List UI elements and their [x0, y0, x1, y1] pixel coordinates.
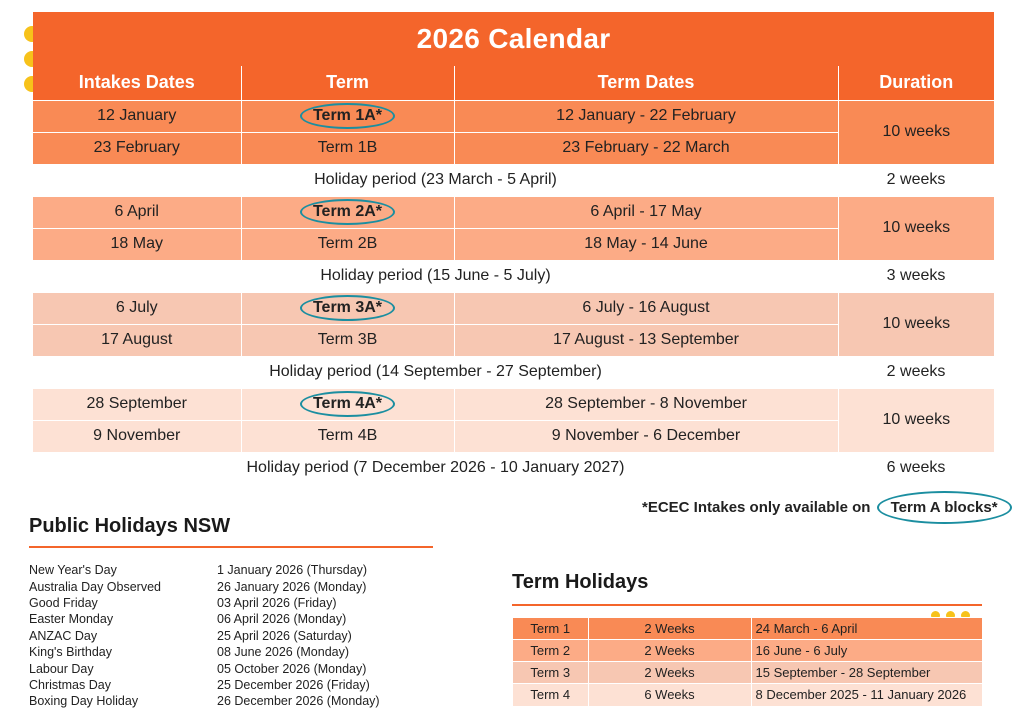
length-cell: 6 Weeks	[588, 684, 751, 706]
list-item	[29, 562, 380, 578]
list-item	[29, 628, 380, 644]
public-holidays-title: Public Holidays NSW	[29, 515, 231, 537]
table-row	[513, 618, 982, 640]
term-cell: Term 4	[513, 684, 588, 706]
term-label-circled: Term 4A*	[300, 391, 395, 417]
term-cell	[241, 100, 454, 132]
length-cell: 2 Weeks	[588, 640, 751, 662]
dates-cell: 24 March - 6 April	[751, 618, 982, 640]
term-dates: 17 August - 13 September	[454, 324, 838, 356]
holiday-name: Labour Day	[29, 661, 94, 676]
column-header-duration: Duration	[838, 66, 994, 100]
term-cell: Term 1	[513, 618, 588, 640]
public-holidays-list	[29, 562, 380, 710]
holiday-row	[33, 164, 994, 196]
term-cell	[241, 292, 454, 324]
list-item	[29, 578, 380, 594]
intake-date: 9 November	[33, 420, 241, 452]
term-duration: 10 weeks	[838, 388, 994, 452]
holiday-name: New Year's Day	[29, 563, 117, 578]
divider	[29, 546, 433, 548]
table-row	[33, 196, 994, 228]
table-row	[33, 100, 994, 132]
holiday-date: 26 December 2026 (Monday)	[217, 694, 380, 709]
holiday-duration: 3 weeks	[838, 260, 994, 292]
list-item	[29, 611, 380, 627]
term-dates: 6 April - 17 May	[454, 196, 838, 228]
intake-date: 23 February	[33, 132, 241, 164]
term-label-circled: Term 2A*	[300, 199, 395, 225]
term-dates: 28 September - 8 November	[454, 388, 838, 420]
calendar-table	[33, 12, 994, 484]
term-dates: 9 November - 6 December	[454, 420, 838, 452]
list-item	[29, 644, 380, 660]
holiday-name: Good Friday	[29, 595, 98, 610]
holiday-name: Boxing Day Holiday	[29, 694, 139, 709]
table-row	[513, 640, 982, 662]
holiday-row	[33, 260, 994, 292]
term-dates: 6 July - 16 August	[454, 292, 838, 324]
length-cell: 2 Weeks	[588, 618, 751, 640]
holiday-date: 05 October 2026 (Monday)	[217, 661, 367, 676]
table-row	[33, 292, 994, 324]
dates-cell: 15 September - 28 September	[751, 662, 982, 684]
term-holidays-title: Term Holidays	[512, 571, 649, 593]
column-header-term: Term	[241, 66, 454, 100]
divider	[512, 604, 982, 606]
holiday-name: ANZAC Day	[29, 628, 98, 643]
holiday-date: 25 April 2026 (Saturday)	[217, 628, 352, 643]
holiday-period: Holiday period (14 September - 27 September)	[33, 356, 838, 388]
term-dates: 12 January - 22 February	[454, 100, 838, 132]
intake-date: 6 April	[33, 196, 241, 228]
table-row	[513, 662, 982, 684]
ecec-intake-note	[642, 491, 1012, 524]
term-label: Term 1B	[241, 132, 454, 164]
holiday-date: 1 January 2026 (Thursday)	[217, 563, 368, 578]
holiday-period: Holiday period (15 June - 5 July)	[33, 260, 838, 292]
holiday-name: Christmas Day	[29, 677, 111, 692]
term-duration: 10 weeks	[838, 196, 994, 260]
column-header-intake-dates: Intakes Dates	[33, 66, 241, 100]
term-cell	[241, 196, 454, 228]
intake-date: 18 May	[33, 228, 241, 260]
calendar-title: 2026 Calendar	[33, 12, 994, 66]
intake-date: 17 August	[33, 324, 241, 356]
note-prefix: *ECEC Intakes only available on	[642, 499, 871, 516]
list-item	[29, 693, 380, 709]
table-row	[513, 684, 982, 706]
holiday-name: Australia Day Observed	[29, 579, 162, 594]
holiday-duration: 6 weeks	[838, 452, 994, 484]
dates-cell: 16 June - 6 July	[751, 640, 982, 662]
list-item	[29, 660, 380, 676]
term-duration: 10 weeks	[838, 100, 994, 164]
holiday-date: 03 April 2026 (Friday)	[217, 595, 337, 610]
term-cell	[241, 388, 454, 420]
holiday-period: Holiday period (7 December 2026 - 10 January 2027)	[33, 452, 838, 484]
holiday-row	[33, 452, 994, 484]
holiday-date: 26 January 2026 (Monday)	[217, 579, 367, 594]
term-label: Term 3B	[241, 324, 454, 356]
holiday-date: 25 December 2026 (Friday)	[217, 677, 370, 692]
term-duration: 10 weeks	[838, 292, 994, 356]
intake-date: 12 January	[33, 100, 241, 132]
holiday-name: King's Birthday	[29, 645, 112, 660]
list-item	[29, 595, 380, 611]
table-row	[33, 388, 994, 420]
holiday-duration: 2 weeks	[838, 164, 994, 196]
holiday-name: Easter Monday	[29, 612, 114, 627]
column-header-term-dates: Term Dates	[454, 66, 838, 100]
length-cell: 2 Weeks	[588, 662, 751, 684]
term-dates: 23 February - 22 March	[454, 132, 838, 164]
term-label-circled: Term 1A*	[300, 103, 395, 129]
term-dates: 18 May - 14 June	[454, 228, 838, 260]
holiday-date: 08 June 2026 (Monday)	[217, 645, 350, 660]
list-item	[29, 677, 380, 693]
holiday-date: 06 April 2026 (Monday)	[217, 612, 347, 627]
term-label: Term 2B	[241, 228, 454, 260]
holiday-duration: 2 weeks	[838, 356, 994, 388]
term-holidays-table	[513, 617, 982, 706]
dates-cell: 8 December 2025 - 11 January 2026	[751, 684, 982, 706]
term-label-circled: Term 3A*	[300, 295, 395, 321]
term-cell: Term 2	[513, 640, 588, 662]
intake-date: 6 July	[33, 292, 241, 324]
holiday-row	[33, 356, 994, 388]
term-label: Term 4B	[241, 420, 454, 452]
term-cell: Term 3	[513, 662, 588, 684]
holiday-period: Holiday period (23 March - 5 April)	[33, 164, 838, 196]
note-highlight-circled: Term A blocks*	[877, 491, 1012, 524]
intake-date: 28 September	[33, 388, 241, 420]
